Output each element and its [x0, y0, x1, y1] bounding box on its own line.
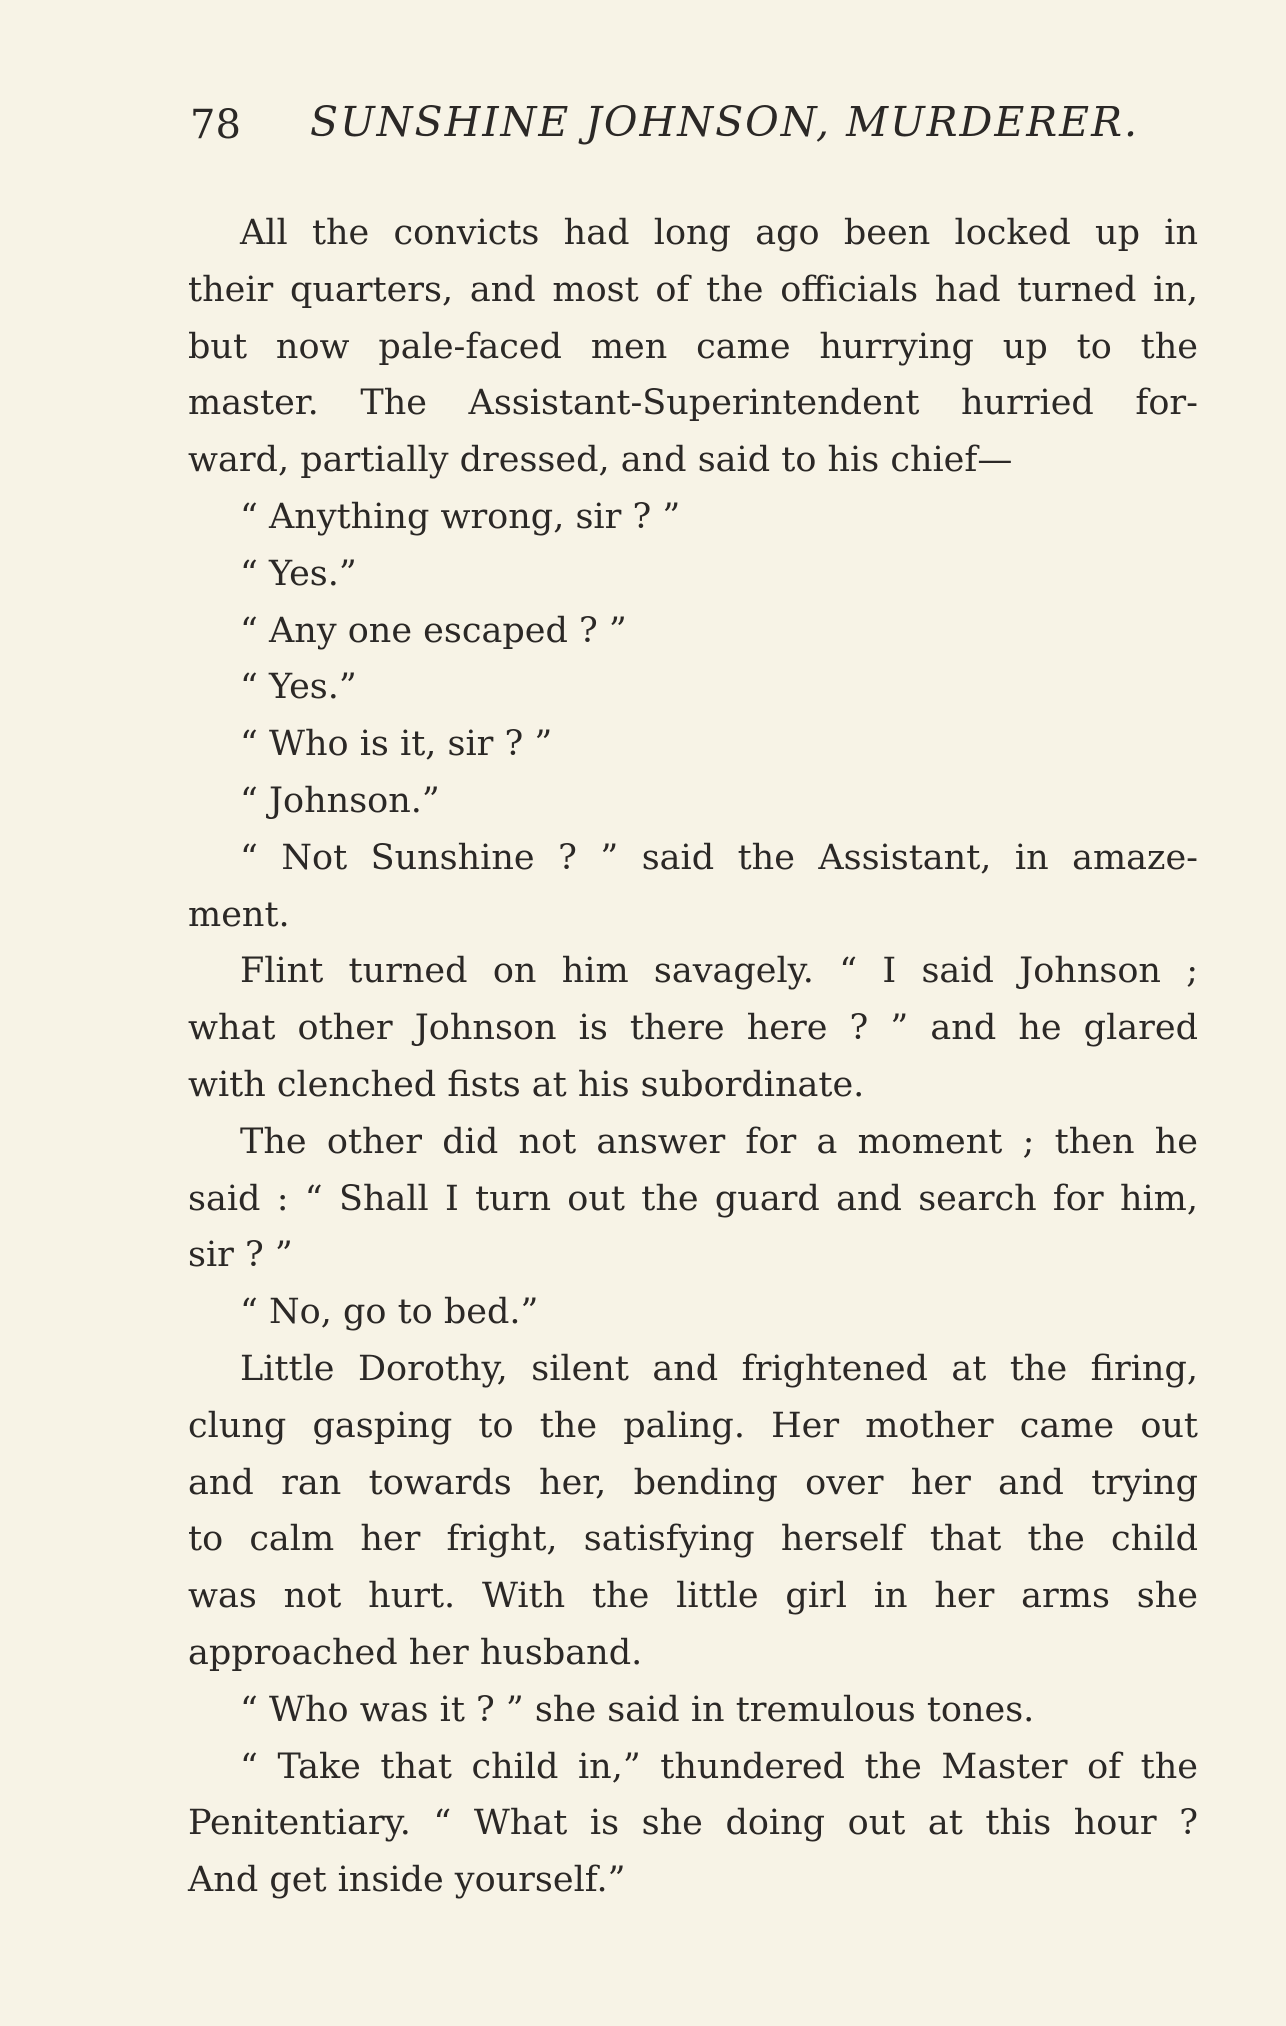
- text-line: was not hurt. With the little girl in her arms she: [188, 1576, 1198, 1617]
- text-line: The other did not answer for a moment ; then he: [240, 1121, 1198, 1162]
- running-title: SUNSHINE JOHNSON, MURDERER.: [310, 98, 1139, 146]
- text-line: “ Any one escaped ? ”: [240, 610, 627, 651]
- text-line: And get inside yourself.”: [188, 1860, 626, 1901]
- text-line: “ Anything wrong, sir ? ”: [240, 496, 681, 537]
- text-line: their quarters, and most of the officials had turned in,: [188, 269, 1198, 310]
- text-line: “ Yes.”: [240, 553, 357, 594]
- text-line: Penitentiary. “ What is she doing out at this hour ?: [188, 1803, 1198, 1844]
- text-line: to calm her fright, satisfying herself that the child: [188, 1519, 1198, 1560]
- text-line: what other Johnson is there here ? ” and he glared: [188, 1008, 1198, 1049]
- text-line: ward, partially dressed, and said to his chief—: [188, 440, 1013, 481]
- text-line: master. The Assistant-Superintendent hurried for-: [188, 383, 1198, 424]
- text-line: “ Not Sunshine ? ” said the Assistant, in amaze-: [240, 837, 1198, 878]
- text-line: clung gasping to the paling. Her mother came out: [188, 1405, 1198, 1446]
- text-line: with clenched fists at his subordinate.: [188, 1064, 865, 1105]
- body-text: [188, 205, 1198, 1909]
- text-line: sir ? ”: [188, 1235, 293, 1276]
- text-line: approached her husband.: [188, 1632, 643, 1673]
- text-line: ment.: [188, 894, 290, 935]
- text-line: Flint turned on him savagely. “ I said Johnson ;: [240, 951, 1198, 992]
- text-line: “ Who is it, sir ? ”: [240, 724, 553, 765]
- text-line: “ Yes.”: [240, 667, 357, 708]
- text-line: “ Take that child in,” thundered the Master of the: [240, 1746, 1198, 1787]
- text-line: All the convicts had long ago been locked up in: [240, 213, 1198, 253]
- text-line: said : “ Shall I turn out the guard and search for him,: [188, 1178, 1198, 1219]
- text-line: “ Johnson.”: [240, 780, 440, 821]
- text-line: and ran towards her, bending over her and trying: [188, 1462, 1198, 1503]
- page-header: [190, 98, 1139, 158]
- text-line: “ Who was it ? ” she said in tremulous tones.: [240, 1689, 1035, 1730]
- text-line: but now pale-faced men came hurrying up to the: [188, 326, 1198, 367]
- text-line: “ No, go to bed.”: [240, 1292, 539, 1333]
- text-line: Little Dorothy, silent and frightened at the firing,: [240, 1348, 1198, 1389]
- page-number: 78: [190, 102, 241, 148]
